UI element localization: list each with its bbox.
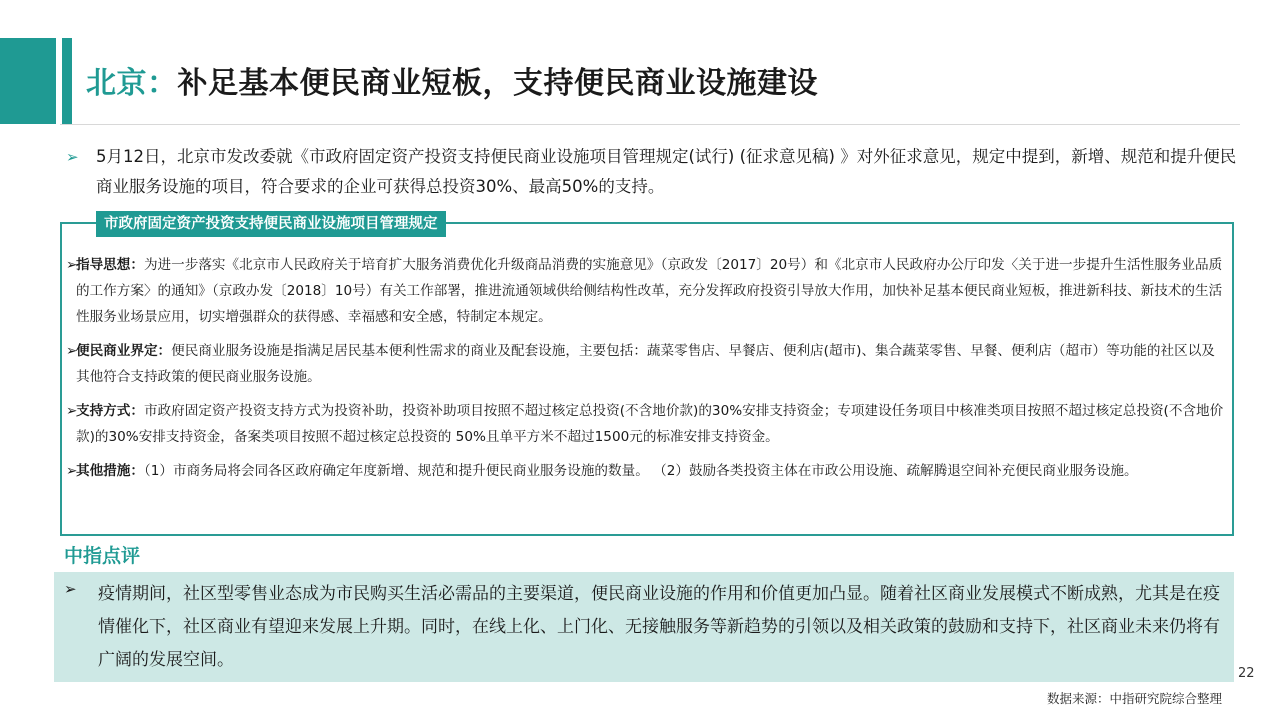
policy-box-label: 市政府固定资产投资支持便民商业设施项目管理规定 bbox=[96, 211, 446, 237]
intro-paragraph bbox=[66, 142, 1238, 202]
arrow-bullet-icon: ➢ bbox=[66, 463, 78, 479]
policy-item-definition bbox=[66, 338, 1226, 390]
policy-item-heading: 指导思想： bbox=[76, 257, 144, 273]
arrow-bullet-icon: ➢ bbox=[66, 257, 78, 273]
comment-bullet-icon: ➢ bbox=[64, 580, 77, 598]
header-divider bbox=[60, 124, 1240, 125]
comment-box bbox=[54, 572, 1234, 682]
header-accent-block bbox=[0, 38, 56, 124]
comment-text: 疫情期间，社区型零售业态成为市民购买生活必需品的主要渠道，便民商业设施的作用和价值更加凸显。随着社区商业发展模式不断成熟，尤其是在疫情催化下，社区商业有望迎来发展上升期。同时，在线上化、上门化、无接触服务等新趋势的引领以及相关政策的鼓励和支持下，社区商业未来仍将有广阔的发展空间。 bbox=[98, 584, 1220, 670]
page-title-city: 北京： bbox=[86, 66, 178, 101]
policy-item-heading: 便民商业界定： bbox=[76, 343, 172, 359]
policy-item-other-measures bbox=[66, 458, 1226, 484]
policy-item-body: 便民商业服务设施是指满足居民基本便利性需求的商业及配套设施，主要包括：蔬菜零售店、早餐店、便利店(超市)、集合蔬菜零售、早餐、便利店（超市）等功能的社区以及其他符合支持政策的便民商业服务设施。 bbox=[76, 343, 1215, 385]
policy-item-heading: 支持方式： bbox=[76, 403, 144, 419]
intro-text: 5月12日，北京市发改委就《市政府固定资产投资支持便民商业设施项目管理规定(试行) (征求意见稿) 》对外征求意见，规定中提到，新增、规范和提升便民商业服务设施的项目，符合要求的企业可获得总投资30%、最高50%的支持。 bbox=[96, 147, 1237, 196]
header-accent-stripe bbox=[62, 38, 72, 124]
source-note: 数据来源：中指研究院综合整理 bbox=[1046, 691, 1222, 706]
policy-item-body: （1）市商务局将会同各区政府确定年度新增、规范和提升便民商业服务设施的数量。 （2）鼓励各类投资主体在市政公用设施、疏解腾退空间补充便民商业服务设施。 bbox=[143, 463, 1138, 479]
policy-item-body: 为进一步落实《北京市人民政府关于培育扩大服务消费优化升级商品消费的实施意见》（京政发〔2017〕20号）和《北京市人民政府办公厅印发〈关于进一步提升生活性服务业品质的工作方案〉的通知》（京政办发〔2018〕10号）有关工作部署，推进流通领域供给侧结构性改革，充分发挥政府投资引导放大作用，加快补足基本便民商业短板，推进新科技、新技术的生活性服务业场景应用，切实增强群众的获得感、幸福感和安全感，特制定本规定。 bbox=[76, 257, 1223, 325]
comment-title: 中指点评 bbox=[64, 545, 141, 567]
arrow-bullet-icon: ➢ bbox=[66, 343, 78, 359]
policy-item-heading: 其他措施： bbox=[76, 463, 144, 479]
page-number: 22 bbox=[1238, 666, 1255, 681]
policy-list bbox=[66, 252, 1226, 492]
intro-bullet-icon: ➢ bbox=[66, 148, 79, 166]
arrow-bullet-icon: ➢ bbox=[66, 403, 78, 419]
policy-item-body: 市政府固定资产投资支持方式为投资补助，投资补助项目按照不超过核定总投资(不含地价款)的30%安排支持资金；专项建设任务项目中核准类项目按照不超过核定总投资(不含地价款)的30%安排支持资金，备案类项目按照不超过核定总投资的 50%且单平方米不超过1500元的标准安排支持资金。 bbox=[76, 403, 1224, 445]
page-title-text: 补足基本便民商业短板，支持便民商业设施建设 bbox=[177, 66, 818, 101]
policy-item-guiding-principle bbox=[66, 252, 1226, 330]
policy-item-support-method bbox=[66, 398, 1226, 450]
page-title bbox=[86, 58, 818, 102]
